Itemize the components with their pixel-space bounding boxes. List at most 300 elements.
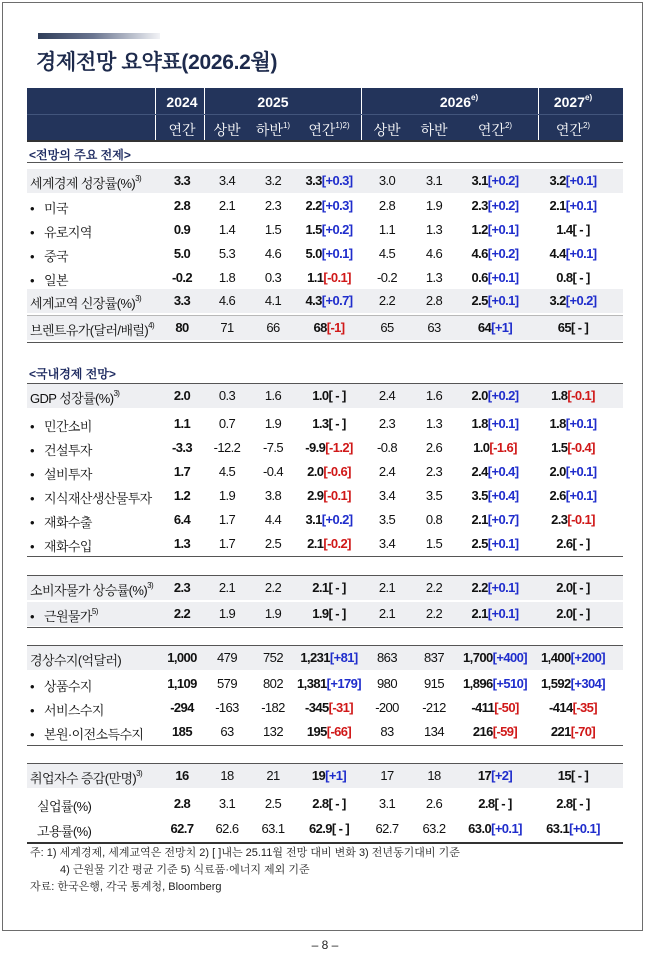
value-text: 0.3	[218, 388, 236, 403]
row-label-text: 재화수출	[44, 515, 92, 530]
value-text: 2.0	[556, 606, 573, 621]
value-text: 3.4	[378, 488, 396, 503]
value-text: 62.9	[308, 821, 332, 836]
value-text: 1.3	[425, 270, 443, 285]
value-cell	[174, 796, 190, 811]
value-cell	[426, 388, 442, 403]
value-text: -12.2	[213, 440, 241, 455]
change-vs-previous: [ - ]	[328, 606, 346, 621]
value-text: 1.9	[312, 606, 329, 621]
value-cell	[313, 320, 344, 335]
value-cell	[549, 293, 596, 308]
value-cell	[263, 440, 283, 455]
value-cell	[265, 198, 281, 213]
value-text: 4.6	[264, 246, 282, 261]
value-text: 1.0	[473, 440, 490, 455]
change-vs-previous: [+0.1]	[321, 246, 353, 261]
value-cell	[174, 416, 190, 431]
value-text: 915	[424, 676, 444, 691]
value-text: -163	[215, 700, 239, 715]
value-cell	[172, 724, 192, 739]
change-vs-previous: [+0.4]	[487, 488, 519, 503]
table-row	[27, 697, 623, 721]
value-cell	[262, 821, 285, 836]
value-text: 3.1	[425, 173, 443, 188]
change-vs-previous: [+0.1]	[565, 246, 597, 261]
value-cell	[380, 320, 393, 335]
header-year	[440, 94, 478, 110]
value-text: -0.2	[171, 270, 193, 285]
change-vs-previous: [+0.3]	[321, 173, 353, 188]
value-cell	[426, 512, 442, 527]
value-text: 1.1	[307, 270, 324, 285]
value-cell	[265, 488, 281, 503]
value-cell	[172, 270, 192, 285]
value-text: -3.3	[171, 440, 193, 455]
value-text: 2.2	[173, 606, 191, 621]
row-label	[30, 320, 154, 339]
table-row	[27, 603, 623, 627]
value-text: 62.6	[215, 821, 239, 836]
value-text: 2.1	[471, 606, 488, 621]
table-row	[27, 818, 623, 842]
value-text: 2.4	[378, 464, 396, 479]
value-cell	[263, 724, 283, 739]
header-column-divider	[155, 88, 156, 114]
row-label	[30, 198, 68, 217]
value-cell	[219, 536, 235, 551]
value-cell	[558, 768, 588, 783]
row-label-text: GDP 성장률(%)	[30, 391, 114, 406]
page-title: 경제전망 요약표(2026.2월)	[36, 51, 278, 74]
row-label-footnote: 5)	[91, 607, 98, 617]
row-label-text: 본원·이전소득수지	[44, 727, 144, 742]
value-text: 2.9	[307, 488, 324, 503]
value-cell	[174, 293, 190, 308]
value-text: 863	[377, 650, 397, 665]
value-cell	[426, 464, 442, 479]
header-period	[556, 120, 590, 140]
value-text: 1.7	[218, 512, 236, 527]
value-cell	[377, 676, 397, 691]
value-text: 63	[220, 724, 234, 739]
value-text: 802	[263, 676, 283, 691]
row-label	[30, 700, 104, 719]
value-text: 3.1	[305, 512, 322, 527]
value-text: 1.8	[551, 388, 568, 403]
bullet-icon: •	[30, 443, 34, 458]
value-cell	[305, 222, 352, 237]
value-text: 1.9	[264, 606, 282, 621]
value-cell	[174, 536, 190, 551]
bullet-icon: •	[30, 273, 34, 288]
title-accent-bar	[38, 33, 160, 39]
value-cell	[174, 198, 190, 213]
value-cell	[305, 512, 352, 527]
footnote-line-1: 주: 1) 세계경제, 세계교역은 전망치 2) [ ]내는 25.11월 전망 대비 변화 3) 전년동기대비 기준	[30, 847, 460, 859]
header-period-label: 연간	[555, 122, 583, 138]
value-cell	[426, 536, 442, 551]
value-cell	[471, 512, 518, 527]
value-cell	[471, 580, 518, 595]
change-vs-previous: [+510]	[492, 676, 527, 691]
value-cell	[379, 246, 395, 261]
value-cell	[265, 580, 281, 595]
value-cell	[305, 293, 352, 308]
value-text: 3.3	[173, 173, 191, 188]
value-cell	[426, 416, 442, 431]
value-cell	[549, 488, 596, 503]
value-text: 134	[424, 724, 444, 739]
value-cell	[468, 821, 522, 836]
row-label-text: 상품수지	[44, 679, 92, 694]
header-period-footnote: 1)2)	[335, 121, 350, 131]
value-cell	[305, 198, 352, 213]
value-cell	[478, 768, 512, 783]
value-cell	[265, 222, 281, 237]
value-cell	[265, 512, 281, 527]
value-cell	[426, 246, 442, 261]
value-text: 1.5	[425, 536, 443, 551]
value-text: 2.8	[173, 198, 191, 213]
change-vs-previous: [+81]	[329, 650, 358, 665]
value-cell	[379, 198, 395, 213]
value-cell	[379, 512, 395, 527]
row-label-text: 건설투자	[44, 443, 92, 458]
change-vs-previous: [+0.2]	[487, 198, 519, 213]
value-cell	[426, 173, 442, 188]
change-vs-previous: [+0.2]	[487, 173, 519, 188]
header-period-footnote: 2)	[504, 121, 513, 131]
header-period-label: 하반	[255, 122, 283, 138]
value-text: 2.8	[312, 796, 329, 811]
value-cell	[297, 676, 361, 691]
value-cell	[265, 173, 281, 188]
value-cell	[171, 821, 194, 836]
value-cell	[556, 606, 590, 621]
value-cell	[551, 724, 595, 739]
value-cell	[471, 293, 518, 308]
value-cell	[305, 246, 352, 261]
row-divider	[27, 315, 623, 316]
row-label	[37, 796, 91, 815]
value-text: 2.6	[425, 440, 443, 455]
change-vs-previous: [ - ]	[572, 536, 590, 551]
value-text: 2.1	[218, 198, 236, 213]
header-year-label: 2025	[257, 94, 289, 110]
header-year-label: 2024	[166, 94, 198, 110]
change-vs-previous: [+0.2]	[487, 246, 519, 261]
value-text: 2.0	[471, 388, 488, 403]
value-cell	[426, 222, 442, 237]
value-text: 1.9	[218, 488, 236, 503]
table-rule	[27, 627, 623, 628]
header-period-footnote: 1)	[282, 121, 291, 131]
change-vs-previous: [-0.6]	[323, 464, 351, 479]
value-text: 1.9	[425, 198, 443, 213]
change-vs-previous: [ - ]	[571, 320, 589, 335]
change-vs-previous: [-35]	[572, 700, 598, 715]
table-row	[27, 195, 623, 219]
value-text: 479	[217, 650, 237, 665]
value-text: 1.1	[378, 222, 396, 237]
value-cell	[219, 606, 235, 621]
value-text: 4.6	[425, 246, 443, 261]
table-rule	[27, 342, 623, 343]
value-cell	[426, 606, 442, 621]
value-text: 63.1	[546, 821, 570, 836]
value-cell	[265, 796, 281, 811]
change-vs-previous: [+0.2]	[565, 293, 597, 308]
table-row	[27, 267, 623, 291]
bullet-icon: •	[30, 679, 34, 694]
value-text: 2.2	[425, 606, 443, 621]
value-text: 18	[427, 768, 441, 783]
table-row	[27, 317, 623, 341]
value-text: 63.2	[422, 821, 446, 836]
value-cell	[312, 606, 346, 621]
value-text: 2.8	[478, 796, 495, 811]
header-column-divider	[155, 115, 156, 141]
value-cell	[376, 821, 399, 836]
value-text: -345	[304, 700, 329, 715]
value-cell	[219, 580, 235, 595]
value-cell	[379, 580, 395, 595]
value-cell	[549, 700, 597, 715]
value-cell	[265, 293, 281, 308]
value-text: 3.0	[378, 173, 396, 188]
value-text: 1.3	[425, 222, 443, 237]
value-cell	[423, 821, 446, 836]
value-cell	[312, 388, 346, 403]
row-label-text: 일본	[44, 273, 68, 288]
row-label-footnote: 3)	[135, 174, 142, 184]
value-text: 3.4	[378, 536, 396, 551]
value-cell	[215, 700, 239, 715]
change-vs-previous: [-59]	[492, 724, 518, 739]
value-text: 0.8	[425, 512, 443, 527]
value-text: 63.0	[468, 821, 492, 836]
header-column-divider	[204, 115, 205, 141]
value-cell	[426, 796, 442, 811]
value-cell	[379, 488, 395, 503]
value-cell	[471, 246, 518, 261]
change-vs-previous: [+1]	[325, 768, 347, 783]
table-row	[27, 170, 623, 194]
value-text: 3.1	[218, 796, 236, 811]
value-text: 2.3	[173, 580, 191, 595]
value-text: 2.8	[425, 293, 443, 308]
value-cell	[541, 676, 605, 691]
value-text: 0.3	[264, 270, 282, 285]
value-cell	[375, 700, 399, 715]
value-cell	[549, 246, 596, 261]
change-vs-previous: [ - ]	[328, 388, 346, 403]
table-row	[27, 765, 623, 789]
header-period-label: 상반	[213, 122, 241, 138]
value-text: 2.4	[378, 388, 396, 403]
value-cell	[312, 768, 346, 783]
value-text: 1.9	[218, 606, 236, 621]
value-cell	[379, 416, 395, 431]
value-text: 2.6	[556, 536, 573, 551]
value-cell	[219, 222, 235, 237]
value-text: 1.8	[549, 416, 566, 431]
value-cell	[217, 676, 237, 691]
header-period	[420, 120, 447, 140]
change-vs-previous: [+0.1]	[565, 488, 597, 503]
table-row	[27, 461, 623, 485]
row-label-text: 고용률(%)	[37, 824, 92, 839]
value-cell	[309, 821, 349, 836]
value-text: 4.5	[378, 246, 396, 261]
value-cell	[167, 676, 197, 691]
value-text: 5.0	[305, 246, 322, 261]
header-year-label: 2026	[439, 94, 472, 110]
value-cell	[471, 416, 518, 431]
value-cell	[307, 724, 351, 739]
value-text: 3.4	[218, 173, 236, 188]
change-vs-previous: [+0.1]	[569, 821, 600, 836]
row-label-text: 브렌트유가(달러/배럴)	[30, 323, 149, 338]
value-text: 2.4	[471, 464, 488, 479]
row-label	[30, 606, 98, 625]
value-cell	[220, 768, 233, 783]
value-text: 752	[263, 650, 283, 665]
value-text: 2.2	[378, 293, 396, 308]
value-cell	[422, 700, 446, 715]
change-vs-previous: [+0.1]	[487, 293, 519, 308]
value-text: 1.3	[425, 416, 443, 431]
value-cell	[172, 440, 192, 455]
value-cell	[463, 676, 527, 691]
value-cell	[426, 440, 442, 455]
value-text: 3.5	[471, 488, 488, 503]
table-row	[27, 647, 623, 671]
header-year-row	[27, 88, 623, 114]
change-vs-previous: [-1.2]	[325, 440, 353, 455]
value-cell	[220, 724, 233, 739]
footnote-line-2: 4) 근원물 기간 평균 기준 5) 식료품·에너지 제외 기준	[60, 864, 310, 876]
value-text: 2.2	[305, 198, 322, 213]
value-text: 1,231	[300, 650, 330, 665]
value-cell	[265, 606, 281, 621]
row-label-text: 미국	[44, 201, 68, 216]
value-text: 2.2	[471, 580, 488, 595]
value-cell	[261, 700, 285, 715]
header-year	[554, 94, 592, 110]
section-title: <국내경제 전망>	[29, 367, 116, 381]
header-period	[373, 120, 400, 140]
value-text: 185	[172, 724, 192, 739]
value-cell	[175, 320, 188, 335]
change-vs-previous: [-0.1]	[323, 270, 351, 285]
value-cell	[174, 222, 190, 237]
value-cell	[424, 676, 444, 691]
value-cell	[265, 246, 281, 261]
change-vs-previous: [+0.7]	[321, 293, 353, 308]
value-text: 221	[550, 724, 571, 739]
value-cell	[549, 198, 596, 213]
value-text: 2.8	[378, 198, 396, 213]
value-cell	[379, 173, 395, 188]
value-cell	[305, 173, 352, 188]
value-cell	[424, 650, 444, 665]
row-label-text: 실업률(%)	[37, 799, 92, 814]
value-text: 3.3	[305, 173, 322, 188]
row-label-footnote: 3)	[113, 389, 120, 399]
value-cell	[265, 388, 281, 403]
value-text: 1.2	[471, 222, 488, 237]
value-text: 3.2	[549, 173, 566, 188]
change-vs-previous: [+0.2]	[321, 512, 353, 527]
header-period-label: 하반	[420, 122, 448, 138]
value-text: 3.2	[264, 173, 282, 188]
value-text: 1.4	[556, 222, 573, 237]
header-period-label: 연간	[168, 122, 196, 138]
row-label-text: 소비자물가 상승률(%)	[30, 583, 148, 598]
header-year-label: 2027	[553, 94, 586, 110]
value-cell	[424, 724, 444, 739]
value-text: 4.3	[305, 293, 322, 308]
value-cell	[471, 173, 518, 188]
value-cell	[174, 388, 190, 403]
value-text: -0.2	[376, 270, 398, 285]
row-label-footnote: 3)	[136, 769, 143, 779]
change-vs-previous: [+0.3]	[321, 198, 353, 213]
value-text: 2.1	[378, 606, 396, 621]
bullet-icon: •	[30, 703, 34, 718]
value-text: 66	[266, 320, 280, 335]
header-year-footnote: e)	[471, 93, 479, 103]
change-vs-previous: [ - ]	[572, 222, 590, 237]
value-text: 1,400	[541, 650, 571, 665]
bullet-icon: •	[30, 609, 34, 624]
value-cell	[549, 464, 596, 479]
value-text: 1.6	[425, 388, 443, 403]
row-label-text: 중국	[44, 249, 68, 264]
value-cell	[471, 700, 518, 715]
change-vs-previous: [+0.2]	[487, 388, 519, 403]
header-column-divider	[204, 88, 205, 114]
row-label	[30, 650, 121, 669]
change-vs-previous: [+0.1]	[487, 580, 519, 595]
value-text: 4.4	[549, 246, 566, 261]
value-cell	[219, 488, 235, 503]
value-cell	[170, 700, 194, 715]
value-text: 837	[424, 650, 444, 665]
value-text: 2.0	[549, 464, 566, 479]
value-cell	[307, 536, 351, 551]
value-text: 64	[477, 320, 492, 335]
value-text: 2.1	[378, 580, 396, 595]
value-cell	[263, 676, 283, 691]
change-vs-previous: [+0.4]	[487, 464, 519, 479]
value-text: 2.6	[549, 488, 566, 503]
table-row	[27, 219, 623, 243]
value-cell	[556, 270, 590, 285]
header-period-footnote: 2)	[582, 121, 591, 131]
row-label	[30, 416, 92, 435]
value-text: 1.8	[218, 270, 236, 285]
value-cell	[219, 246, 235, 261]
value-cell	[379, 388, 395, 403]
value-cell	[265, 416, 281, 431]
value-text: 2.2	[264, 580, 282, 595]
value-cell	[219, 388, 235, 403]
value-text: 17	[477, 768, 492, 783]
value-cell	[307, 464, 351, 479]
